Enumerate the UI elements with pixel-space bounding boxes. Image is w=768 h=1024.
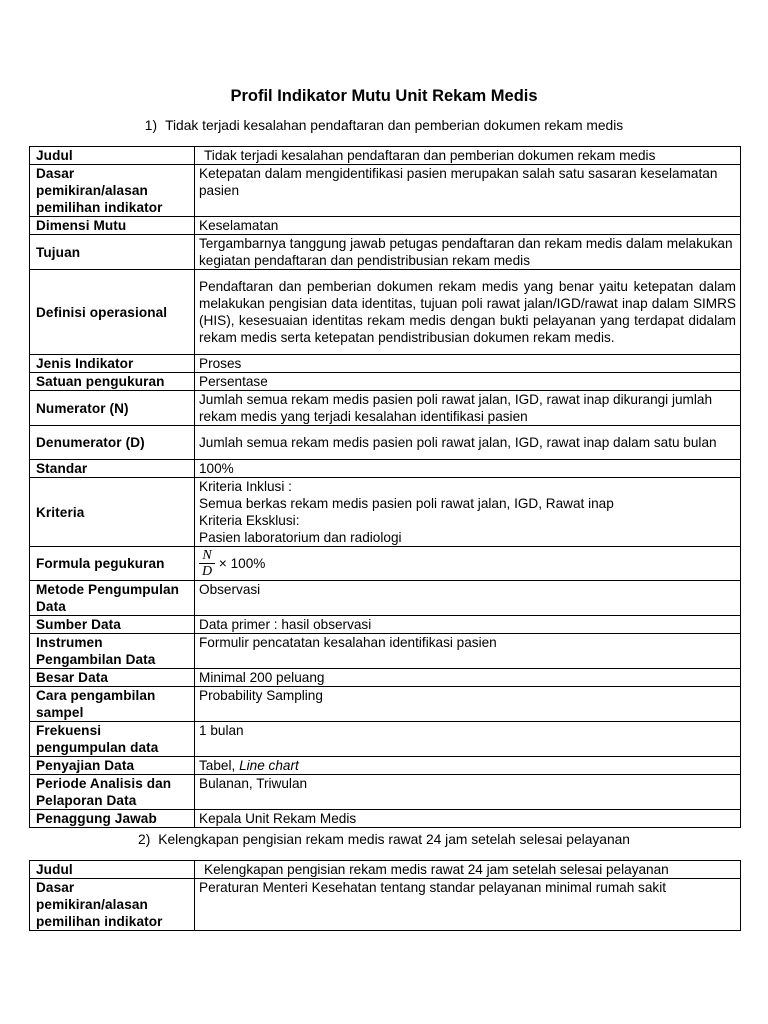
formula-multiplier: × 100%: [218, 556, 266, 571]
row-value: Jumlah semua rekam medis pasien poli rawat jalan, IGD, rawat inap dalam satu bulan: [195, 426, 741, 460]
table-row: [30, 426, 741, 460]
table-row: [30, 861, 741, 879]
row-value: 100%: [195, 460, 741, 478]
row-label: Numerator (N): [30, 391, 195, 426]
table-row: [30, 355, 741, 373]
table-row: [30, 757, 741, 775]
row-label: Definisi operasional: [30, 270, 195, 355]
section-number: 2): [138, 832, 151, 847]
table-row: [30, 722, 741, 757]
row-value: Kelengkapan pengisian rekam medis rawat 24 jam setelah selesai pelayanan: [195, 861, 741, 879]
row-value: Tergambarnya tanggung jawab petugas pendaftaran dan rekam medis dalam melakukan kegiatan pendaftaran dan pendistribusian rekam medis: [195, 235, 741, 270]
table-row: [30, 879, 741, 931]
row-value: Bulanan, Triwulan: [195, 775, 741, 810]
section-1-heading: [0, 118, 768, 133]
row-value: Pendaftaran dan pemberian dokumen rekam medis yang benar yaitu ketepatan dalam melakukan pengisian data identitas, tujuan poli rawat jalan/IGD/rawat inap dalam SIMRS (HIS), kesesuaian identitas rekam medis dengan bukti pelayanan yang terdapat didalam rekam medis serta ketepatan pendistribusian dokumen rekam medis.: [195, 270, 741, 355]
row-value: Probability Sampling: [195, 687, 741, 722]
row-label: Tujuan: [30, 235, 195, 270]
table-row: [30, 391, 741, 426]
row-value: Minimal 200 peluang: [195, 669, 741, 687]
table-row: [30, 147, 741, 165]
table-row: [30, 270, 741, 355]
row-label: Standar: [30, 460, 195, 478]
table-row: [30, 478, 741, 547]
section-2-heading: [0, 832, 768, 847]
row-label: Cara pengambilan sampel: [30, 687, 195, 722]
row-label: Metode Pengumpulan Data: [30, 581, 195, 616]
formula-cell: [195, 547, 741, 581]
row-label: Kriteria: [30, 478, 195, 547]
row-value: Tidak terjadi kesalahan pendaftaran dan pemberian dokumen rekam medis: [195, 147, 741, 165]
row-label: Judul: [30, 861, 195, 879]
table-row: [30, 616, 741, 634]
row-label: Dimensi Mutu: [30, 217, 195, 235]
row-value: 1 bulan: [195, 722, 741, 757]
indicator-profile-table-2: [29, 860, 741, 931]
indicator-profile-table-1: [29, 146, 741, 828]
table-row: [30, 460, 741, 478]
table-row: [30, 669, 741, 687]
formula-fraction: [199, 548, 215, 579]
row-label: Besar Data: [30, 669, 195, 687]
row-value: Formulir pencatatan kesalahan identifikasi pasien: [195, 634, 741, 669]
table-row: [30, 217, 741, 235]
section-heading-text: Tidak terjadi kesalahan pendaftaran dan pemberian dokumen rekam medis: [165, 118, 624, 133]
table-row: [30, 373, 741, 391]
row-label: Satuan pengukuran: [30, 373, 195, 391]
criteria-line: Kriteria Inklusi :: [199, 479, 292, 494]
row-value: Keselamatan: [195, 217, 741, 235]
row-label: Periode Analisis dan Pelaporan Data: [30, 775, 195, 810]
row-value: [195, 478, 741, 547]
row-value: Peraturan Menteri Kesehatan tentang standar pelayanan minimal rumah sakit: [195, 879, 741, 931]
row-value: Persentase: [195, 373, 741, 391]
row-label: Denumerator (D): [30, 426, 195, 460]
row-label: Frekuensi pengumpulan data: [30, 722, 195, 757]
row-value: Jumlah semua rekam medis pasien poli rawat jalan, IGD, rawat inap dikurangi jumlah rekam medis yang terjadi kesalahan identifikasi pasien: [195, 391, 741, 426]
row-label: Formula pegukuran: [30, 547, 195, 581]
row-label: Jenis Indikator: [30, 355, 195, 373]
table-row: [30, 165, 741, 217]
table-row: [30, 775, 741, 810]
row-value: Kepala Unit Rekam Medis: [195, 810, 741, 828]
table-row: [30, 634, 741, 669]
row-label: Penyajian Data: [30, 757, 195, 775]
table-row: [30, 235, 741, 270]
criteria-line: Pasien laboratorium dan radiologi: [199, 530, 402, 545]
row-label: Dasar pemikiran/alasan pemilihan indikator: [30, 879, 195, 931]
row-value: Ketepatan dalam mengidentifikasi pasien merupakan salah satu sasaran keselamatan pasien: [195, 165, 741, 217]
row-value: Proses: [195, 355, 741, 373]
value-plain: Tabel,: [199, 758, 240, 773]
table-row: [30, 581, 741, 616]
criteria-line: Kriteria Eksklusi:: [199, 513, 300, 528]
row-label: Dasar pemikiran/alasan pemilihan indikator: [30, 165, 195, 217]
formula-denominator: D: [202, 564, 213, 579]
row-label: Sumber Data: [30, 616, 195, 634]
section-heading-text: Kelengkapan pengisian rekam medis rawat 24 jam setelah selesai pelayanan: [158, 832, 630, 847]
table-row: [30, 810, 741, 828]
row-value: Data primer : hasil observasi: [195, 616, 741, 634]
table-row: [30, 547, 741, 581]
row-label: Penaggung Jawab: [30, 810, 195, 828]
document-title: Profil Indikator Mutu Unit Rekam Medis: [230, 87, 538, 105]
row-label: Instrumen Pengambilan Data: [30, 634, 195, 669]
row-label: Judul: [30, 147, 195, 165]
table-row: [30, 687, 741, 722]
row-value: [195, 757, 741, 775]
formula-numerator: N: [199, 548, 215, 564]
section-number: 1): [144, 118, 158, 133]
criteria-line: Semua berkas rekam medis pasien poli rawat jalan, IGD, Rawat inap: [199, 496, 614, 511]
value-italic: Line chart: [239, 758, 299, 773]
row-value: Observasi: [195, 581, 741, 616]
